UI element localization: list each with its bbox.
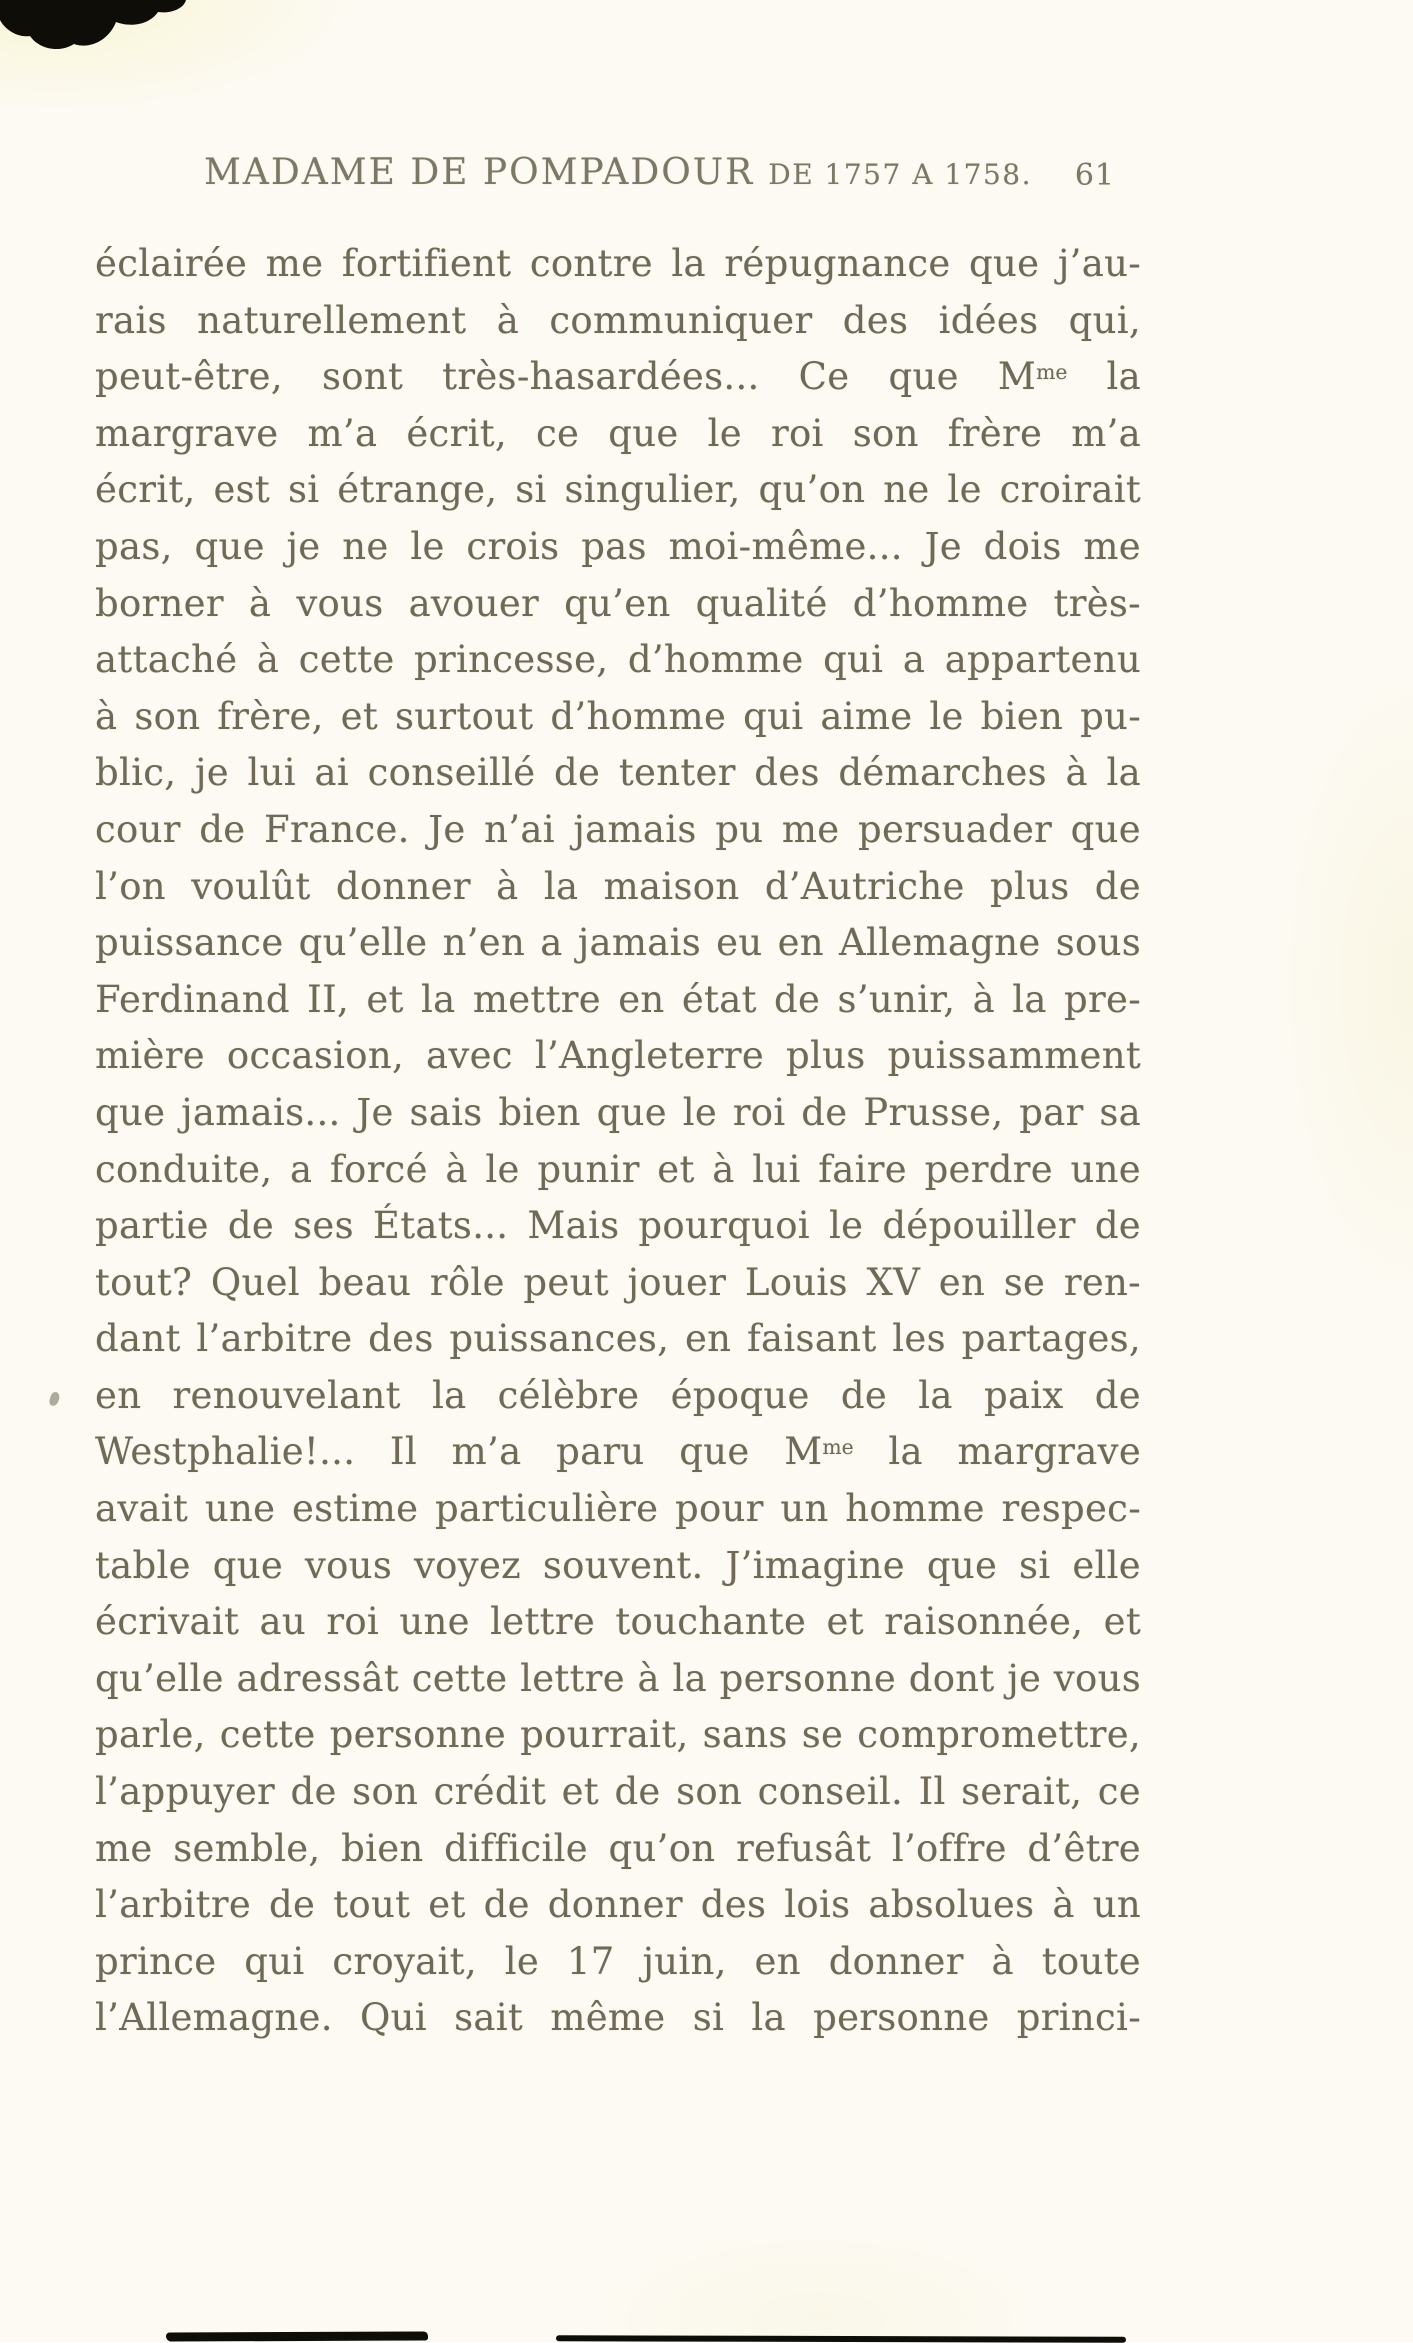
- text-line: conduite, a forcé à le punir et à lui faire perdre une: [95, 1147, 1141, 1191]
- text-line: que jamais... Je sais bien que le roi de Prusse, par sa: [95, 1090, 1141, 1134]
- header-title-dates: DE 1757 A 1758.: [768, 158, 1032, 191]
- text-line: prince qui croyait, le 17 juin, en donner à toute: [95, 1939, 1141, 1983]
- text-line: en renouvelant la célèbre époque de la paix de: [95, 1373, 1141, 1417]
- text-line: qu’elle adressât cette lettre à la personne dont je vous: [95, 1656, 1141, 1700]
- scan-speckle-left-margin: [48, 1391, 60, 1407]
- text-line: me semble, bien difficile qu’on refusât l’offre d’être: [95, 1826, 1141, 1870]
- body-text: [95, 236, 1141, 2047]
- text-line: margrave m’a écrit, ce que le roi son frère m’a: [95, 411, 1141, 455]
- text-line: borner à vous avouer qu’en qualité d’homme très-: [95, 581, 1141, 625]
- text-line: blic, je lui ai conseillé de tenter des démarches à la: [95, 751, 1141, 795]
- text-line: puissance qu’elle n’en a jamais eu en Allemagne sous: [95, 921, 1141, 965]
- text-line: table que vous voyez souvent. J’imagine que si elle: [95, 1543, 1141, 1587]
- text-line: écrit, est si étrange, si singulier, qu’on ne le croirait: [95, 468, 1141, 512]
- text-line: peut-être, sont très-hasardées... Ce que $M^{me}$ la: [95, 355, 1141, 399]
- text-line: à son frère, et surtout d’homme qui aime le bien pu-: [95, 694, 1141, 738]
- text-line: l’on voulût donner à la maison d’Autriche plus de: [95, 864, 1141, 908]
- header-title: [204, 152, 1032, 193]
- superscript-me: me: [822, 1435, 854, 1460]
- page-number: 61: [1074, 158, 1115, 193]
- text-line: cour de France. Je n’ai jamais pu me persuader que: [95, 807, 1141, 851]
- text-line: Ferdinand II, et la mettre en état de s’unir, à la pre-: [95, 977, 1141, 1021]
- text-line: rais naturellement à communiquer des idées qui,: [95, 298, 1141, 342]
- text-line: avait une estime particulière pour un homme respec-: [95, 1487, 1141, 1531]
- text-line: éclairée me fortifient contre la répugnance que j’au-: [95, 242, 1141, 285]
- text-line: Westphalie!... Il m’a paru que $M^{me}$ la margrave: [95, 1430, 1142, 1474]
- superscript-me: me: [1036, 360, 1068, 385]
- text-line: pas, que je ne le crois pas moi-même... Je dois me: [95, 524, 1141, 568]
- text-line: l’Allemagne. Qui sait même si la personne princi-: [95, 1996, 1141, 2040]
- running-header: [95, 152, 1141, 198]
- text-line: partie de ses États... Mais pourquoi le dépouiller de: [95, 1204, 1141, 1248]
- text-line: attaché à cette princesse, d’homme qui a appartenu: [95, 638, 1141, 682]
- text-line: tout? Quel beau rôle peut jouer Louis XV en se ren-: [95, 1260, 1141, 1304]
- text-line: l’appuyer de son crédit et de son conseil. Il serait, ce: [95, 1770, 1141, 1814]
- text-line: mière occasion, avec l’Angleterre plus puissamment: [95, 1034, 1141, 1078]
- text-line: écrivait au roi une lettre touchante et raisonnée, et: [95, 1600, 1141, 1644]
- text-line: dant l’arbitre des puissances, en faisant les partages,: [95, 1317, 1141, 1361]
- scan-artifact-bottom-bar-left: [166, 2331, 428, 2341]
- text-line: l’arbitre de tout et de donner des lois absolues à un: [95, 1883, 1141, 1927]
- header-title-main: MADAME DE POMPADOUR: [204, 152, 755, 193]
- scan-ink-blob-top-left: [0, 0, 200, 62]
- text-line: parle, cette personne pourrait, sans se compromettre,: [95, 1713, 1141, 1757]
